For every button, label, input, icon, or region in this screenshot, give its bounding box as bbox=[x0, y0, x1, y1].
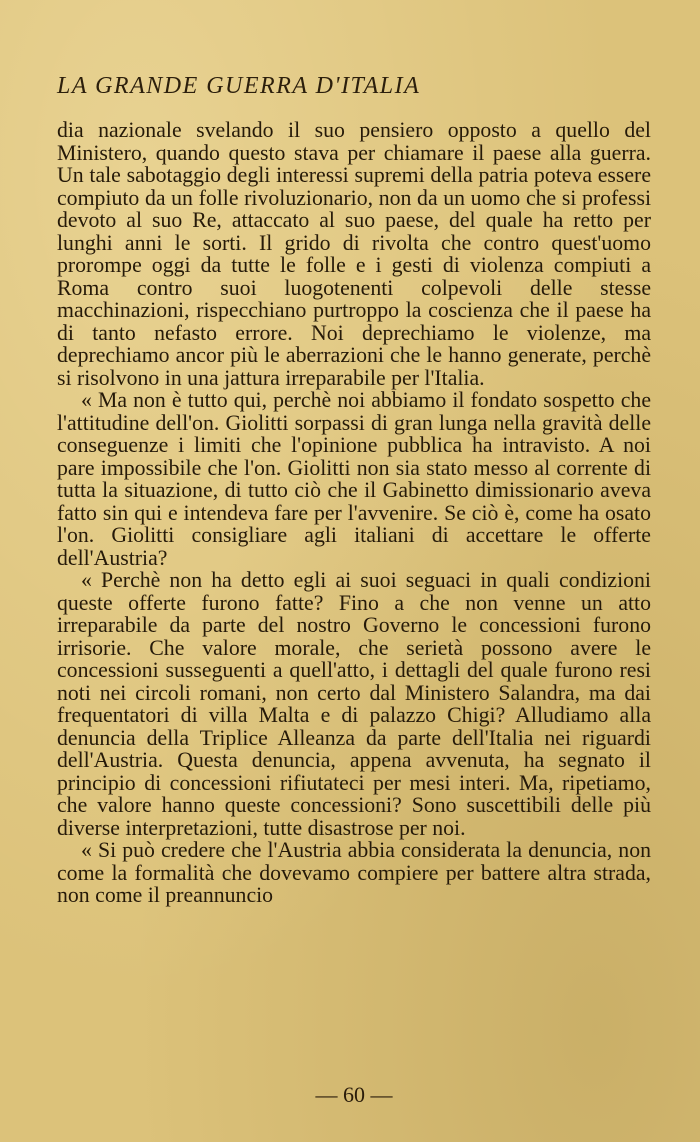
paragraph: dia nazionale svelando il suo pensiero opposto a quello del Ministero, quando questo stava per chiamare il paese alla guerra. Un tale sabotaggio degli interessi supremi della patria poteva essere compiuto da un folle rivoluzionario, non da un uomo che si professi devoto al suo Re, attaccato al suo paese, del quale ha retto per lunghi anni le sorti. Il grido di rivolta che contro quest'uomo prorompe oggi da tutte le folle e i gesti di violenza compiuti a Roma contro suoi luogotenenti colpevoli delle stesse macchinazioni, rispecchiano purtroppo la coscienza che il paese ha di tanto nefasto errore. Noi deprechiamo le violenze, ma deprechiamo ancor più le aberrazioni che le hanno generate, perchè si risolvono in una jattura irreparabile per l'Italia. bbox=[57, 118, 651, 390]
paragraph: « Perchè non ha detto egli ai suoi seguaci in quali condizioni queste offerte furono fatte? Fino a che non venne un atto irreparabile da parte del nostro Governo le concessioni furono irrisorie. Che valore morale, che serietà possono avere le concessioni susseguenti a quell'atto, i dettagli del quale furono resi noti nei circoli romani, non certo dal Ministero Salandra, ma dai frequentatori di villa Malta e di palazzo Chigi? Alludiamo alla denuncia della Triplice Alleanza da parte dell'Italia nei riguardi dell'Austria. Questa denuncia, appena avvenuta, ha segnato il principio di concessioni rifiutateci per mesi interi. Ma, ripetiamo, che valore hanno queste concessioni? Sono suscettibili delle più diverse interpretazioni, tutte disastrose per noi. bbox=[57, 568, 651, 840]
page-number: — 60 — bbox=[315, 1082, 393, 1107]
book-page bbox=[57, 0, 651, 1142]
paragraph: « Ma non è tutto qui, perchè noi abbiamo il fondato sospetto che l'attitudine dell'on. Giolitti sorpassi di gran lunga nella gravità delle conseguenze i limiti che l'opinione pubblica ha intravisto. A noi pare impossibile che l'on. Giolitti non sia stato messo al corrente di tutta la situazione, di tutto ciò che il Gabinetto dimissionario aveva fatto sin qui e intendeva fare per l'avvenire. Se ciò è, come ha osato l'on. Giolitti consigliare agli italiani di accettare le offerte dell'Austria? bbox=[57, 388, 651, 570]
running-head: LA GRANDE GUERRA D'ITALIA bbox=[57, 73, 421, 99]
paragraph: « Si può credere che l'Austria abbia considerata la denuncia, non come la formalità che dovevamo compiere per battere altra strada, non come il preannuncio bbox=[57, 838, 651, 907]
body-text bbox=[57, 119, 651, 907]
